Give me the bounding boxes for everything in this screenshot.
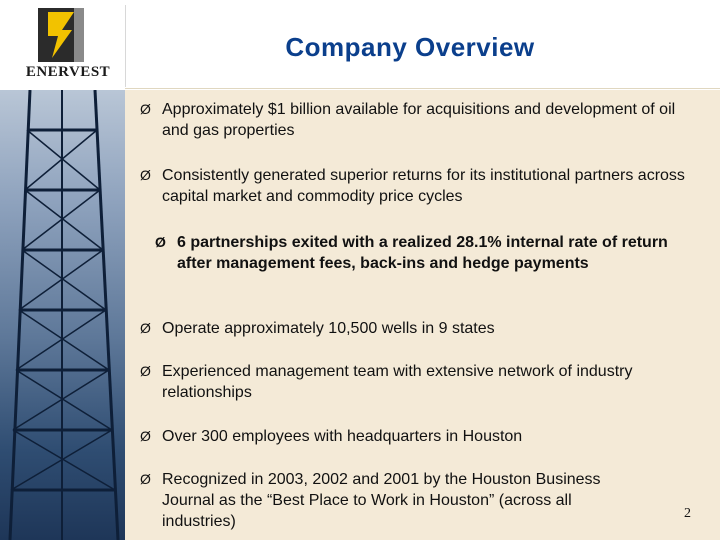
page-number: 2 — [684, 506, 691, 521]
bullet-arrow-icon: Ø — [140, 471, 151, 487]
bullet-text: Consistently generated superior returns for its institutional partners across capital market and commodity price cycles — [162, 167, 685, 205]
bullet-text: 6 partnerships exited with a realized 28.1% internal rate of return after management fees, back-ins and hedge payments — [177, 234, 668, 272]
bullet-item — [140, 99, 700, 141]
header — [0, 0, 720, 90]
oil-rig-photo — [0, 90, 125, 540]
bullet-text: Recognized in 2003, 2002 and 2001 by the Houston Business Journal as the “Best Place to Work in Houston” (across all industries) — [162, 471, 601, 530]
bullet-arrow-icon: Ø — [155, 234, 166, 250]
bullet-text: Approximately $1 billion available for acquisitions and development of oil and gas properties — [162, 101, 676, 139]
bullet-item — [140, 469, 640, 532]
bullet-arrow-icon: Ø — [140, 101, 151, 117]
page-title: Company Overview — [285, 32, 535, 62]
bullet-text: Operate approximately 10,500 wells in 9 states — [162, 320, 495, 337]
bullet-item — [140, 318, 700, 339]
bullet-text: Experienced management team with extensive network of industry relationships — [162, 363, 633, 401]
bullet-arrow-icon: Ø — [140, 320, 151, 336]
derrick-silhouette-icon — [0, 90, 125, 540]
bullet-item — [140, 426, 700, 447]
logo-wordmark: ENERVEST — [25, 64, 111, 80]
header-divider-horizontal — [125, 88, 720, 89]
bullet-text: Over 300 employees with headquarters in Houston — [162, 428, 523, 445]
bullet-item — [140, 361, 700, 403]
header-divider-vertical — [125, 5, 126, 87]
bullet-item — [140, 165, 700, 207]
sub-bullet-item — [155, 232, 685, 274]
bullet-arrow-icon: Ø — [140, 363, 151, 379]
bullet-arrow-icon: Ø — [140, 428, 151, 444]
bullet-arrow-icon: Ø — [140, 167, 151, 183]
